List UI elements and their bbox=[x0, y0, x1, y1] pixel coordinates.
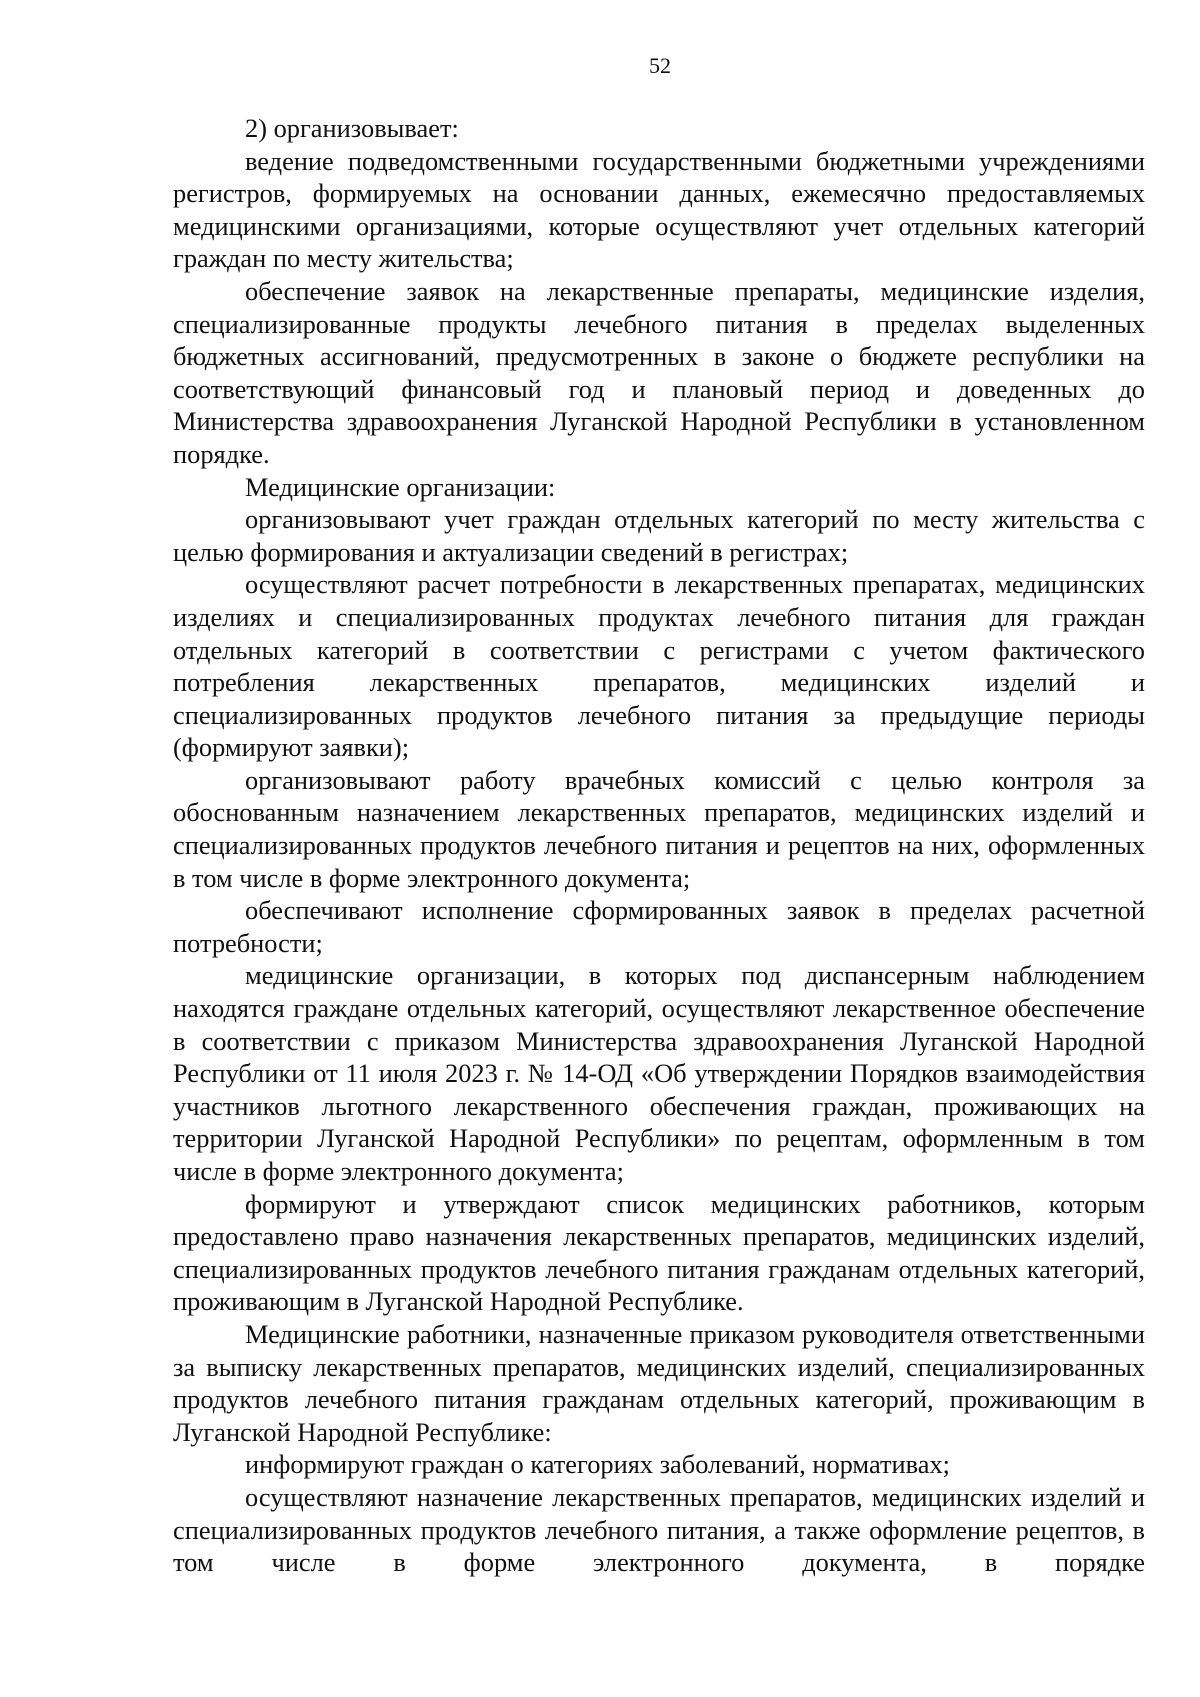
paragraph-organizes-heading: 2) организовывает: bbox=[245, 113, 459, 143]
paragraph-citizen-registration: организовывают учет граждан отдельных категорий по месту жительства с целью формирования и актуализации сведений в регистрах; bbox=[173, 504, 1145, 567]
paragraph-demand-calculation: осуществляют расчет потребности в лекарственных препаратах, медицинских изделиях и специализированных продуктах лечебного питания для граждан отдельных категорий в соответствии с регистрами с учетом фактического потребления лекарственных препаратов, медицинских изделий и специализированных продуктов лечебного питания за предыдущие периоды (формируют заявки); bbox=[173, 569, 1145, 763]
paragraph-inform-citizens: информируют граждан о категориях заболеваний, нормативах; bbox=[245, 1449, 950, 1480]
paragraph-dispensary-supply: медицинские организации, в которых под диспансерным наблюдением находятся граждане отдельных категорий, осуществляют лекарственное обеспечение в соответствии с приказом Министерства здравоохранения Луганской Народной Республики от 11 июля 2023 г. № 14-ОД «Об утверждении Порядков взаимодействия участников льготного лекарственного обеспечения граждан, проживающих на территории Луганской Народной Республики» по рецептам, оформленным в том числе в форме электронного документа; bbox=[173, 960, 1145, 1186]
paragraph-orders-execution: обеспечивают исполнение сформированных заявок в пределах расчетной потребности; bbox=[173, 895, 1145, 958]
paragraph-prescriptions: осуществляют назначение лекарственных препаратов, медицинских изделий и специализированных продуктов лечебного питания, а также оформление рецептов, в том числе в форме электронного документа, в порядке bbox=[173, 1481, 1145, 1578]
paragraph-orders-supply: обеспечение заявок на лекарственные препараты, медицинские изделия, специализированные продукты лечебного питания в пределах выделенных бюджетных ассигнований, предусмотренных в законе о бюджете республики на соответствующий финансовый год и плановый период и доведенных до Министерства здравоохранения Луганской Народной Республики в установленном порядке. bbox=[173, 275, 1145, 469]
paragraph-workers-list: формируют и утверждают список медицинских работников, которым предоставлено право назначения лекарственных препаратов, медицинских изделий, специализированных продуктов лечебного питания гражданам отдельных категорий, проживающим в Луганской Народной Республике. bbox=[173, 1188, 1145, 1317]
paragraph-medical-workers-heading: Медицинские работники, назначенные приказом руководителя ответственными за выписку лекарственных препаратов, медицинских изделий, специализированных продуктов лечебного питания гражданам отдельных категорий, проживающим в Луганской Народной Республике: bbox=[173, 1318, 1145, 1447]
paragraph-medical-organizations-heading: Медицинские организации: bbox=[245, 471, 556, 502]
document-body bbox=[173, 112, 1145, 1579]
paragraph-registers: ведение подведомственными государственными бюджетными учреждениями регистров, формируемых на основании данных, ежемесячно предоставляемых медицинскими организациями, которые осуществляют учет отдельных категорий граждан по месту жительства; bbox=[173, 145, 1145, 274]
page-number: 52 bbox=[649, 53, 671, 78]
paragraph-medical-commissions: организовывают работу врачебных комиссий с целью контроля за обоснованным назначением лекарственных препаратов, медицинских изделий и специализированных продуктов лечебного питания и рецептов на них, оформленных в том числе в форме электронного документа; bbox=[173, 764, 1145, 893]
